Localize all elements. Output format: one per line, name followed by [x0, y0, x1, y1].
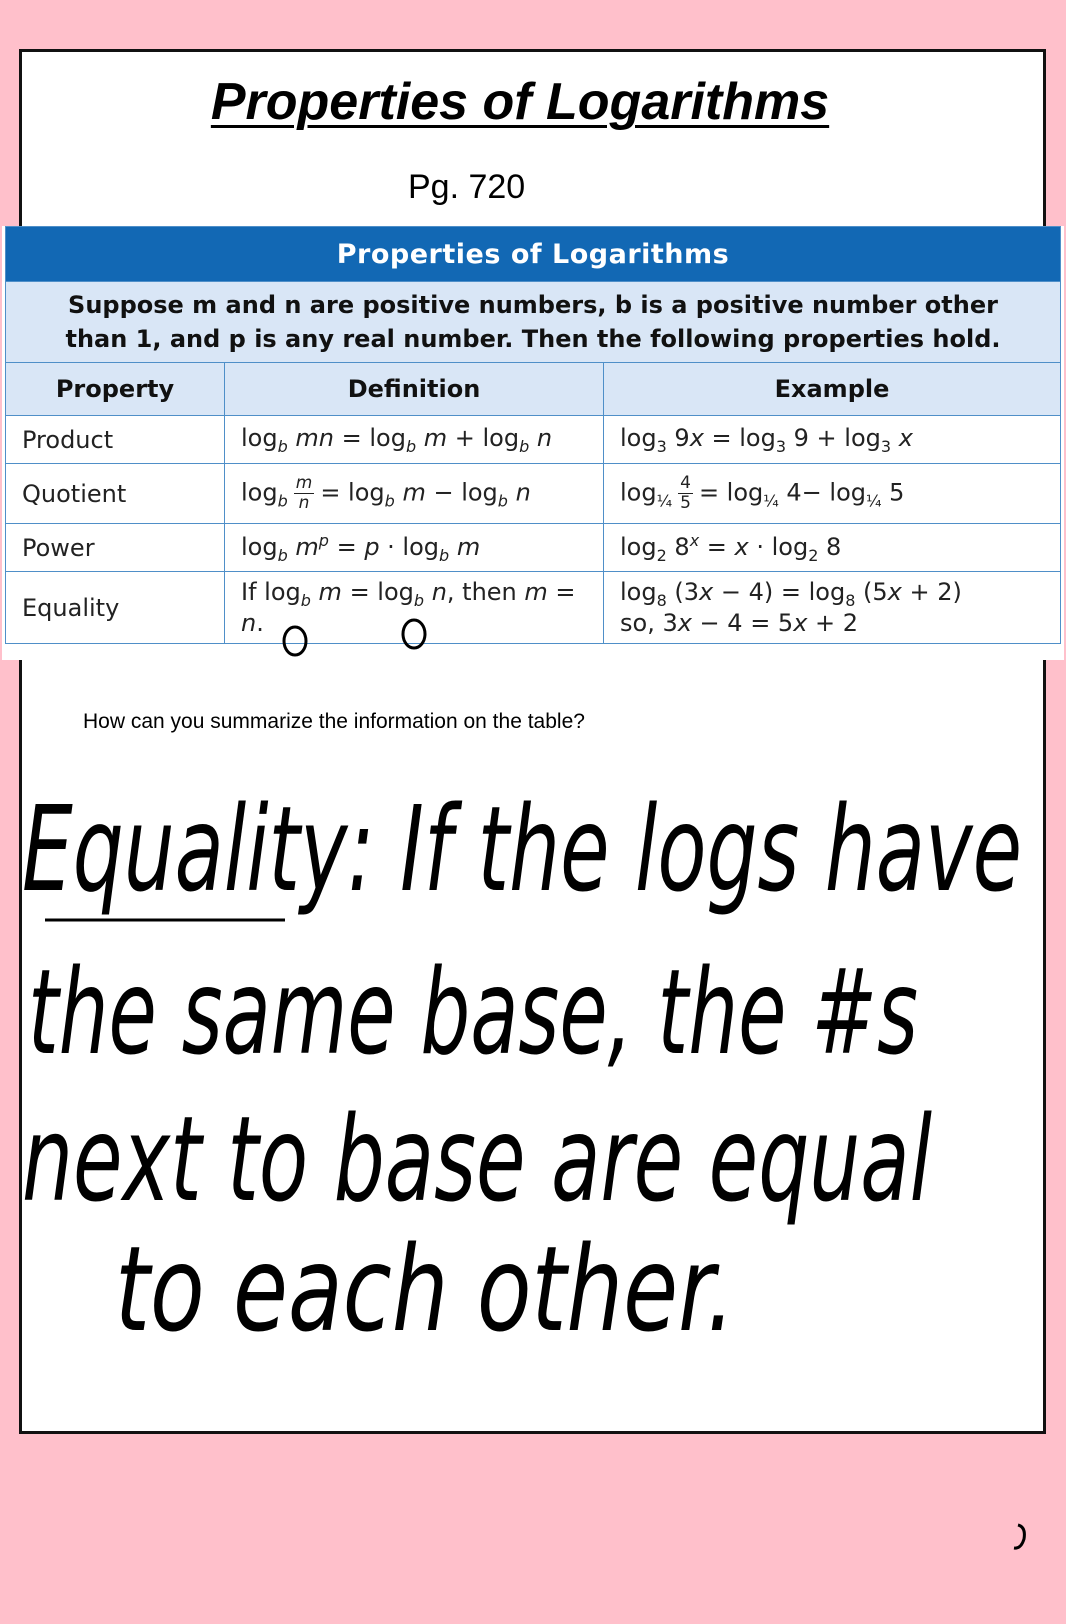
example-cell: $\log_{\frac{1}{4}}$ $\frac{4}{5}$ = $\log_{\frac{1}{4}} 4- \log_{\frac{1}{4}} 5$: [604, 464, 1061, 524]
answer-line-2: the same base, the #s: [28, 943, 918, 1081]
pen-circle-mark: [403, 620, 425, 648]
definition-cell: $\log_b$ mn = $\log_b m + \log_b n$: [225, 416, 604, 464]
definition-cell: $\log_b m^p = p \cdot \log_b m$: [225, 524, 604, 572]
fraction: $\frac{m}{n}$: [295, 473, 313, 513]
definition-cell: $\log_b$ $\frac{m}{n}$ = $\log_b m - \log_b n$: [225, 464, 604, 524]
column-header-example: Example: [604, 363, 1061, 416]
intro-line-2: than 1, and p is any real number. Then the following properties hold.: [65, 325, 1001, 353]
column-header-property: Property: [6, 363, 225, 416]
fraction: $\frac{4}{5}$: [680, 473, 691, 513]
property-cell: Power: [6, 524, 225, 572]
question-text: How can you summarize the information on the table?: [83, 710, 585, 733]
answer-line-3: next to base are equal: [22, 1090, 933, 1228]
page-title: Properties of Logarithms: [210, 73, 830, 131]
example-cell: $\log_2 8^x = x \cdot \log_2 8$: [604, 524, 1061, 572]
property-cell: Product: [6, 416, 225, 464]
definition-cell: If $\log_b m = \log_b n$, then m = n.: [225, 572, 604, 644]
answer-line-4: to each other.: [115, 1220, 735, 1358]
page-reference: Pg. 720: [408, 168, 526, 206]
answer-line-1: Equality: If the logs have: [22, 780, 1022, 918]
property-cell: Quotient: [6, 464, 225, 524]
column-header-definition: Definition: [225, 363, 604, 416]
pen-mark: [1014, 1525, 1024, 1548]
example-cell: $\log_8 (3x - 4) = \log_8 (5x + 2)$ so, 3x − 4 = 5x + 2: [604, 572, 1061, 644]
intro-line-1: Suppose m and n are positive numbers, b is a positive number other: [68, 291, 998, 319]
pen-circle-mark: [284, 627, 306, 655]
property-cell: Equality: [6, 572, 225, 644]
table-header: Properties of Logarithms: [6, 227, 1061, 282]
example-cell: $\log_3 9x = \log_3 9 + \log_3 x$: [604, 416, 1061, 464]
